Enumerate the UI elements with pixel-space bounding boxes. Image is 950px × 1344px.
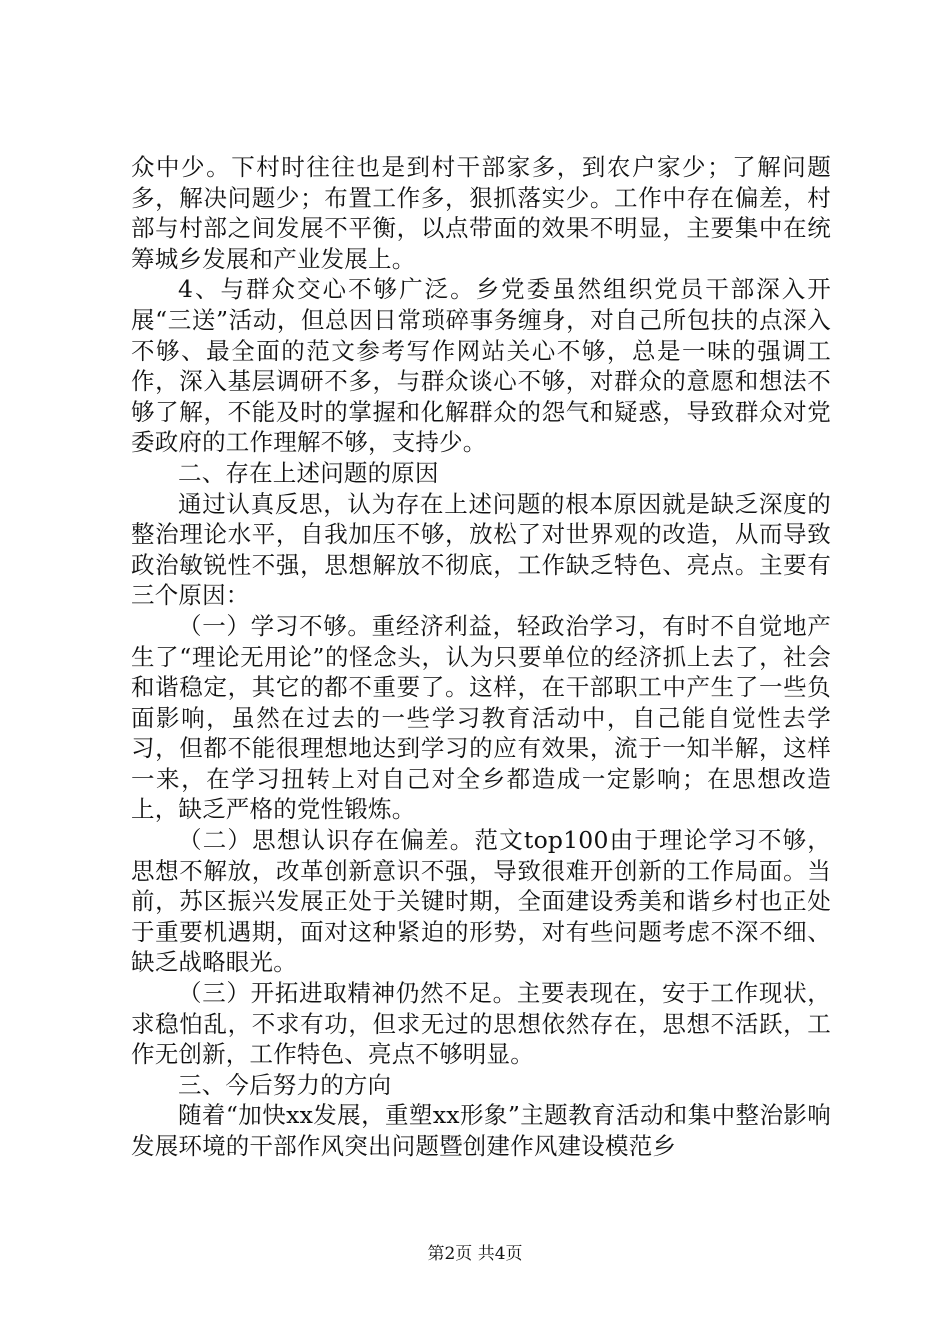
paragraph-reflection: 通过认真反思，认为存在上述问题的根本原因就是缺乏深度的整治理论水平，自我加压不够，放松了对世界观的改造，从而导致政治敏锐性不强，思想解放不彻底，工作缺乏特色、亮点。主要有三个原因： [131, 489, 831, 610]
paragraph-continuation: 众中少。下村时往往也是到村干部家多，到农户家少；了解问题多，解决问题少；布置工作多，狠抓落实少。工作中存在偏差，村部与村部之间发展不平衡，以点带面的效果不明显，主要集中在统筹城乡发展和产业发展上。 [131, 153, 831, 273]
section-heading-3: 三、今后努力的方向 [178, 1070, 392, 1099]
paragraph-direction: 随着“加快xx发展，重塑xx形象”主题教育活动和集中整治影响发展环境的干部作风突出问题暨创建作风建设模范乡 [131, 1101, 831, 1160]
page-number-footer: 第2页 共4页 [427, 1244, 523, 1264]
paragraph-reason-3: （三）开拓进取精神仍然不足。主要表现在，安于工作现状，求稳怕乱，不求有功，但求无过的思想依然存在，思想不活跃，工作无创新，工作特色、亮点不够明显。 [131, 979, 831, 1069]
paragraph-reason-1: （一）学习不够。重经济利益，轻政治学习，有时不自觉地产生了“理论无用论”的怪念头，认为只要单位的经济抓上去了，社会和谐稳定，其它的都不重要了。这样，在干部职工中产生了一些负面影响，虽然在过去的一些学习教育活动中，自己能自觉性去学习，但都不能很理想地达到学习的应有效果，流于一知半解，这样一来，在学习扭转上对自己对全乡都造成一定影响；在思想改造上，缺乏严格的党性锻炼。 [131, 611, 831, 824]
paragraph-item-4: 4、与群众交心不够广泛。乡党委虽然组织党员干部深入开展“三送”活动，但总因日常琐碎事务缠身，对自己所包扶的点深入不够、最全面的范文参考写作网站关心不够，总是一味的强调工作，深入基层调研不多，与群众谈心不够，对群众的意愿和想法不够了解，不能及时的掌握和化解群众的怨气和疑惑，导致群众对党委政府的工作理解不够，支持少。 [131, 275, 831, 457]
section-heading-2: 二、存在上述问题的原因 [178, 458, 439, 487]
document-body [131, 152, 831, 1162]
paragraph-reason-2: （二）思想认识存在偏差。范文top100由于理论学习不够，思想不解放，改革创新意识不强，导致很难开创新的工作局面。当前，苏区振兴发展正处于关键时期，全面建设秀美和谐乡村也正处于重要机遇期，面对这种紧迫的形势，对有些问题考虑不深不细、缺乏战略眼光。 [131, 826, 831, 977]
